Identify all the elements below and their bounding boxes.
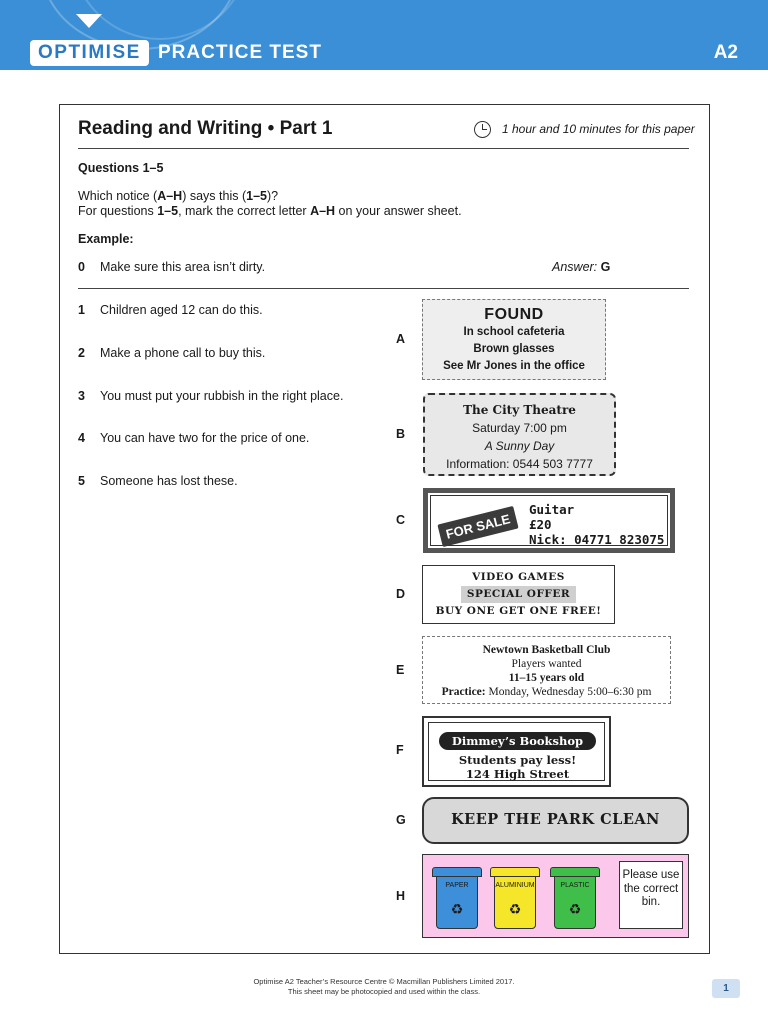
notice-line: Brown glasses (473, 343, 555, 355)
notice-letter-c: C (396, 513, 406, 527)
question-text: Children aged 12 can do this. (100, 303, 263, 317)
notice-f (422, 716, 611, 787)
notice-heading: The City Theatre (463, 403, 576, 417)
bin-lid (490, 867, 540, 877)
notice-g (422, 797, 689, 844)
plastic-bin-icon (554, 875, 596, 929)
notice-line: See Mr Jones in the office (443, 360, 585, 372)
instruction-line-2: For questions 1–5, mark the correct letter A–H on your answer sheet. (78, 204, 462, 218)
notice-heading: Newtown Basketball Club (482, 644, 611, 656)
notice-letter-b: B (396, 427, 406, 441)
notice-e (422, 636, 671, 704)
recycle-icon: ♻ (450, 901, 464, 917)
divider (78, 288, 689, 289)
clock-icon (474, 121, 491, 138)
notice-c (423, 488, 675, 553)
bin-label: PAPER (445, 882, 469, 889)
notice-letter-e: E (396, 663, 405, 677)
for-sale-badge: FOR SALE (437, 506, 518, 547)
notice-message: Please use the correct bin. (619, 861, 683, 929)
question-text: Someone has lost these. (100, 474, 238, 488)
notice-line: In school cafeteria (463, 326, 565, 338)
notice-text: KEEP THE PARK CLEAN (451, 811, 660, 828)
notice-letter-h: H (396, 889, 406, 903)
divider (78, 148, 689, 149)
notice-inner-frame (430, 495, 668, 546)
notice-heading: FOUND (484, 306, 544, 323)
header-bar (0, 0, 768, 70)
question-text: You must put your rubbish in the right place. (100, 389, 344, 403)
bin-lid (550, 867, 600, 877)
paper-bin-icon (436, 875, 478, 929)
question-text: You can have two for the price of one. (100, 431, 310, 445)
brand-logo: OPTIMISE (30, 40, 149, 66)
copyright-line: Optimise A2 Teacher’s Resource Centre © Macmillan Publishers Limited 2017. (253, 977, 515, 986)
question-text: Make a phone call to buy this. (100, 346, 266, 360)
question-number: 5 (78, 474, 85, 488)
notice-letter-a: A (396, 332, 406, 346)
notice-lines (529, 502, 664, 547)
example-text: Make sure this area isn’t dirty. (100, 260, 266, 274)
triangle-icon (76, 14, 102, 28)
notice-letter-f: F (396, 743, 404, 757)
example-number: 0 (78, 260, 85, 274)
notice-line: Information: 0544 503 7777 (446, 457, 593, 471)
page-number: 1 (712, 979, 740, 998)
notice-line: Practice: Monday, Wednesday 5:00–6:30 pm (441, 686, 652, 698)
notice-line: Saturday 7:00 pm (472, 421, 567, 435)
notice-line: £20 (529, 517, 552, 532)
question-number: 2 (78, 346, 85, 360)
bin-label: ALUMINIUM (495, 882, 535, 889)
notice-line: BUY ONE GET ONE FREE! (435, 605, 602, 617)
header-subtitle: PRACTICE TEST (158, 42, 322, 63)
notice-line: 124 High Street (465, 767, 570, 781)
level-label: A2 (713, 42, 738, 63)
example-label: Example: (78, 232, 134, 246)
notice-highlight: SPECIAL OFFER (461, 586, 576, 603)
notice-letter-g: G (396, 813, 406, 827)
instruction-line-1: Which notice (A–H) says this (1–5)? (78, 189, 279, 203)
recycle-icon: ♻ (508, 901, 522, 917)
photocopy-line: This sheet may be photocopied and used within the class. (287, 987, 481, 996)
notice-line: 11–15 years old (508, 672, 585, 684)
question-number: 3 (78, 389, 85, 403)
bin-label: PLASTIC (560, 882, 590, 889)
aluminium-bin-icon (494, 875, 536, 929)
notice-line: A Sunny Day (484, 439, 555, 453)
bin-lid (432, 867, 482, 877)
questions-label: Questions 1–5 (78, 161, 164, 175)
notice-line: Players wanted (511, 658, 582, 670)
timing-note: 1 hour and 10 minutes for this paper (502, 122, 695, 136)
notice-line: Students pay less! (458, 753, 577, 767)
notice-line: VIDEO GAMES (472, 571, 565, 583)
page-title: Reading and Writing • Part 1 (78, 118, 333, 139)
notice-line: Guitar (529, 502, 575, 517)
notice-letter-d: D (396, 587, 406, 601)
notice-b (423, 393, 616, 476)
question-number: 1 (78, 303, 85, 317)
recycle-icon: ♻ (568, 901, 582, 917)
notice-inner-frame (428, 722, 605, 781)
notice-heading: Dimmey’s Bookshop (439, 732, 596, 750)
notice-line: Nick: 04771 823075 (529, 532, 665, 547)
notice-a (422, 299, 606, 380)
notice-d (422, 565, 615, 624)
footer (0, 977, 768, 997)
example-answer: Answer: G (552, 260, 611, 274)
question-number: 4 (78, 431, 85, 445)
notice-h (422, 854, 689, 938)
